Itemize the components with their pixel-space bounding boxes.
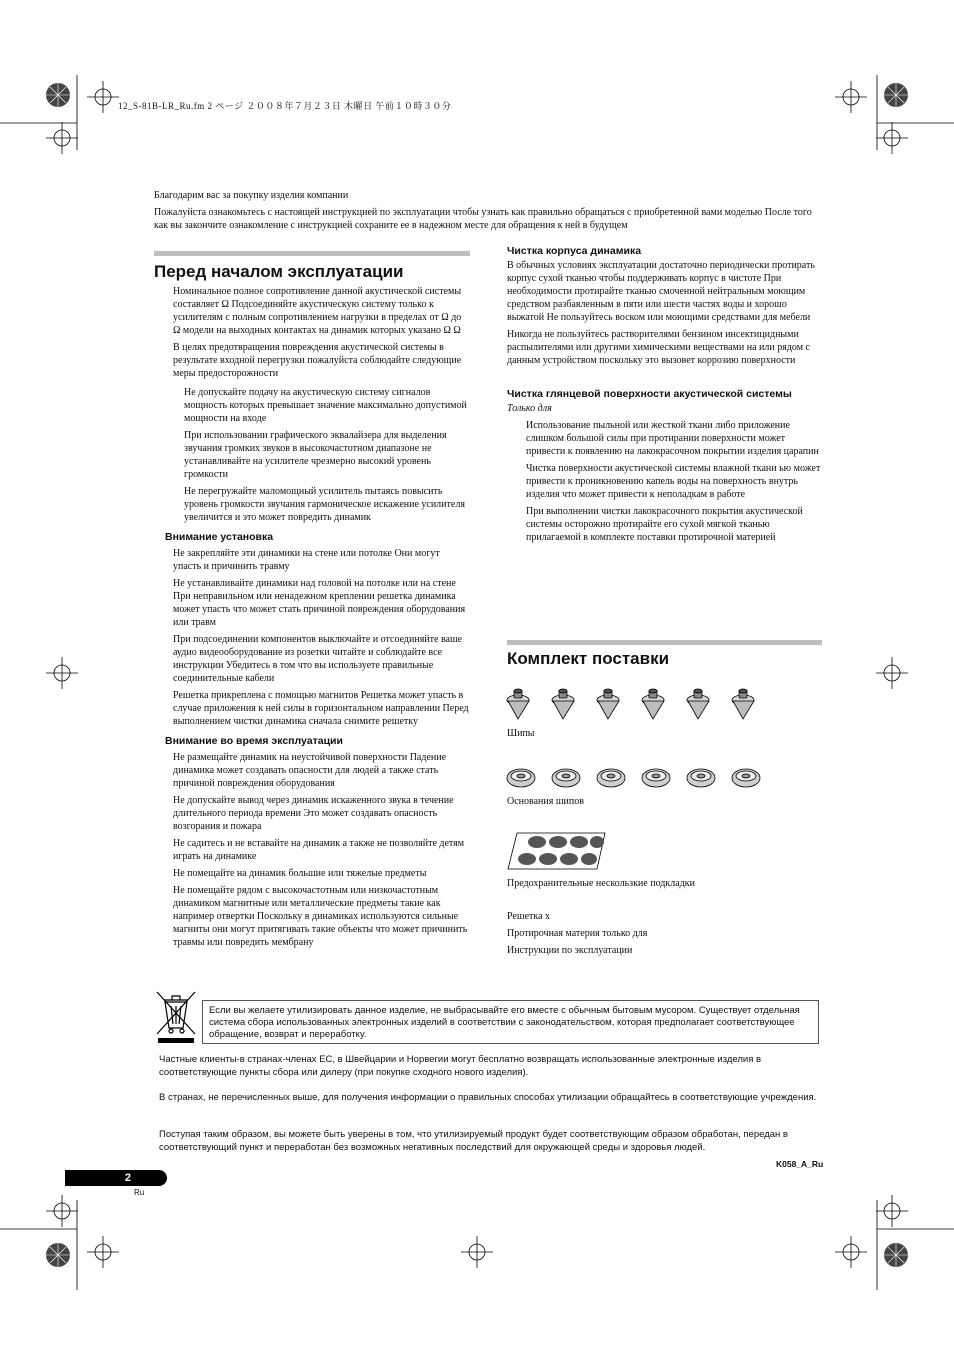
solvent-paragraph: Никогда не пользуйтесь растворителями бензином инсектицидными распылителями или другими химическими веществами на или рядом с данным устройством поскольку это вызовет коррозию поверхности — [507, 329, 810, 366]
page-language: Ru — [134, 1188, 145, 1197]
section-title-before-use: Перед началом эксплуатации — [154, 262, 404, 281]
crossed-bin-icon — [155, 988, 197, 1044]
impedance-paragraph: Номинальное полное сопротивление данной акустической системы составляет Ω Подсоединяйте акустическую систему только к усилителям с полным сопротивлением нагрузки в пределах от Ω до Ω модели на выходных контактах на динамик которых указано Ω Ω — [173, 286, 462, 336]
list-item: Не допускайте подачу на акустическую систему сигналов мощность которых превышает значение максимально допустимой мощности на входе — [184, 387, 467, 424]
page-number: 2 — [65, 1170, 167, 1186]
list-item: Не размещайте динамик на неустойчивой поверхности Падение динамика может создавать опасности для людей а также стать причиной повреждения оборудования — [173, 752, 447, 789]
list-item: Решетка прикреплена с помощью магнитов Решетка может упасть в случае приложения к ней силы в горизонтальном направлении Перед выполнением чистки динамика сначала снимите решетку — [173, 690, 469, 727]
pads-label: Предохранительные нескользкие подкладки — [507, 878, 695, 889]
list-item: Не помещайте рядом с высокочастотным или низкочастотным динамиком магнитные или металлические предметы такие как например отвертки Поскольку в динамиках используются сильные магниты они могут притягивать такие объекты что может причинить травмы или повредить мембрану — [173, 885, 468, 948]
subheading-gloss-cleaning: Чистка глянцевой поверхности акустической системы — [507, 388, 792, 400]
cleaning-paragraph: В обычных условиях эксплуатации достаточно периодически протирать корпус сухой тканью чтобы поддерживать корпус в чистоте При необходимости протирайте тканью смоченной нейтральным моющим средством разбавленным в пяти или шести частях воды и хорошо выжатой Не пользуйтесь воском или моющими средствами для мебели — [507, 260, 815, 323]
list-item: Не садитесь и не вставайте на динамик а также не позволяйте детям играть на динамике — [173, 838, 465, 862]
notice-code: K058_A_Ru — [776, 1159, 824, 1169]
subheading-operation: Внимание во время эксплуатации — [165, 735, 343, 747]
left-column — [154, 251, 470, 949]
recycle-note-result: Поступая таким образом, вы можете быть уверены в том, что утилизируемый продукт будет соответствующим образом обработан, передан в соответствующий пункт и переработан без возможных негативных последствий для окружающей среды и здоровья людей. — [159, 1129, 788, 1153]
list-item: Чистка поверхности акустической системы влажной ткани ью может привести к проникновению капель воды на поверхность внутрь изделия что может привести к неполадкам в работе — [526, 463, 821, 500]
subheading-cabinet-cleaning: Чистка корпуса динамика — [507, 245, 642, 257]
grille-label: Решетка x — [507, 911, 551, 922]
right-column — [507, 244, 823, 544]
spike-bases-illustration — [505, 765, 785, 789]
list-item: Не помещайте на динамик большие или тяжелые предметы — [173, 868, 427, 879]
list-item: Не закрепляйте эти динамики на стене или потолке Они могут упасть и причинить травму — [173, 548, 440, 572]
subheading-installation: Внимание установка — [165, 531, 274, 543]
list-item: Не допускайте вывод через динамик искаженного звука в течение длительного периода времени Это может создавать опасность возгорания и пожара — [173, 795, 454, 832]
file-stamp: 12_S-81B-LR_Ru.fm 2 ページ ２００８年７月２３日 木曜日 午前１０時３０分 — [118, 101, 452, 111]
spike-bases-label: Основания шипов — [507, 796, 584, 807]
recycle-note-other: В странах, не перечисленных выше, для получения информации о правильных способах утилизации обращайтесь в соответствующие учреждения. — [159, 1092, 817, 1103]
manual-label: Инструкции по эксплуатации — [507, 945, 633, 956]
intro-line2: Пожалуйста ознакомьтесь с настоящей инструкцией по эксплуатации чтобы узнать как правильно обращаться с приобретенной вами моделью После того как вы закончите ознакомление с инструкцией сохраните ее в надежном месте для обращения к ней в будущем — [154, 207, 812, 231]
overload-paragraph: В целях предотвращения повреждения акустической системы в результате входной перегрузки пожалуйста соблюдайте следующие меры предосторожности — [173, 342, 462, 379]
spikes-label: Шипы — [507, 728, 535, 739]
list-item: При подсоединении компонентов выключайте и отсоединяйте ваше аудио видеооборудование из розетки читайте и соблюдайте все инструкции Убедитесь в том что вы используете правильные соединительные кабели — [173, 634, 463, 684]
list-item: При использовании графического эквалайзера для выделения звучания громких звуков в высокочастотном диапазоне не устанавливайте на усилителе чрезмерно высокий уровень громкости — [184, 430, 447, 480]
list-item: Не устанавливайте динамики над головой на потолке или на стене При неправильном или ненадежном креплении решетка динамика может упасть что может стать причиной повреждения оборудования или травм — [173, 578, 466, 628]
recycle-notice-box: Если вы желаете утилизировать данное изделие, не выбрасывайте его вместе с обычным бытовым мусором. Существует отдельная система сбора использованных электронных изделий в соответствии с законодательством, которая предполагает соответствующее обращение, возврат и переработку. — [202, 1000, 819, 1044]
list-item: Не перегружайте маломощный усилитель пытаясь повысить уровень громкости звучания гармоническое искажение усилителя увеличится и это может повредить динамик — [184, 486, 465, 523]
spikes-illustration — [505, 688, 775, 722]
recycle-note-eu: Частные клиенты-в странах-членах ЕС, в Швейцарии и Норвегии могут бесплатно возвращать использованные электронные изделия в соответствующие пункты сбора или дилеру (при покупке сходного нового изделия). — [159, 1054, 762, 1078]
intro-line1: Благодарим вас за покупку изделия компании — [154, 190, 349, 201]
only-for-label: Только для — [507, 403, 552, 414]
section-title-accessories: Комплект поставки — [507, 649, 670, 668]
cloth-label: Протирочная материя только для — [507, 928, 648, 939]
pads-illustration — [507, 832, 607, 870]
list-item: При выполнении чистки лакокрасочного покрытия акустической системы осторожно протирайте его сухой мягкой тканью прилагаемой в комплекте поставки протирочной материей — [526, 506, 803, 543]
section-bar — [507, 640, 822, 645]
list-item: Использование пыльной или жесткой ткани либо приложение слишком большой силы при протирании поверхности может привести к появлению на лакокрасочном покрытии изделия царапин — [526, 420, 819, 457]
